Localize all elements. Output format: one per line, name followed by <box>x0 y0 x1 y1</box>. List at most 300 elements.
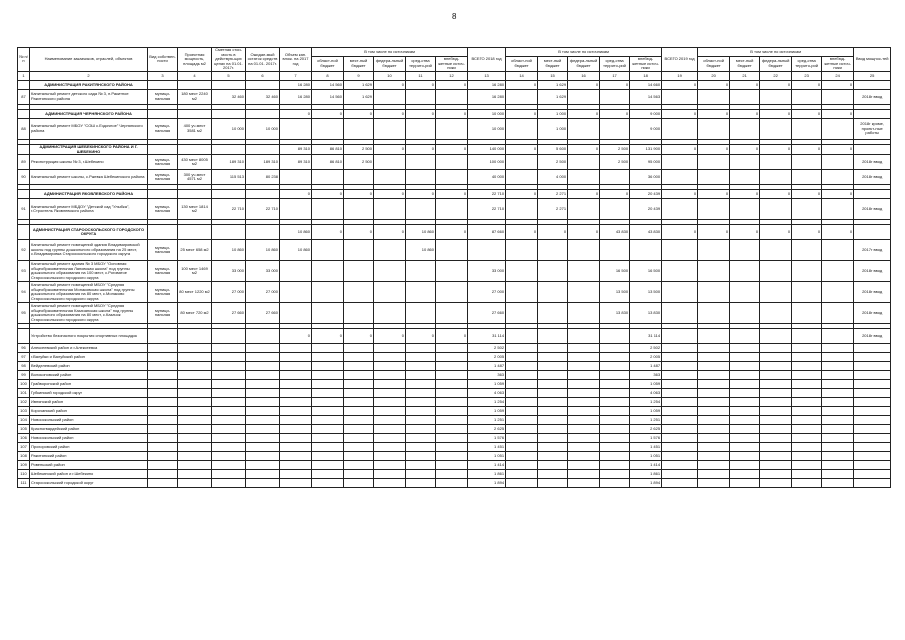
amount-cell <box>822 371 854 380</box>
amount-cell: 0 <box>792 225 822 240</box>
amount-cell <box>600 353 630 362</box>
amount-cell: 0 <box>436 190 468 199</box>
amount-cell <box>822 344 854 353</box>
amount-cell <box>760 434 792 443</box>
capacity: 80 мест 720 м2 <box>178 303 212 324</box>
amount-cell <box>568 170 600 185</box>
amount-cell: 20 439 <box>630 190 662 199</box>
amount-cell: 0 <box>436 144 468 154</box>
amount-cell <box>792 425 822 434</box>
amount-cell <box>374 199 406 220</box>
column-number: 5 <box>212 71 246 80</box>
amount-cell: 27 000 <box>212 282 246 303</box>
amount-cell: 40 000 <box>468 170 506 185</box>
amount-cell <box>662 416 698 425</box>
amount-cell <box>730 380 760 389</box>
amount-cell <box>374 344 406 353</box>
amount-cell <box>344 452 374 461</box>
amount-cell <box>212 461 246 470</box>
amount-cell <box>312 407 344 416</box>
ownership-type <box>148 380 178 389</box>
amount-cell <box>792 461 822 470</box>
org-name: АДМИНИСТРАЦИЯ ШЕБЕКИНСКОГО РАЙОНА И Г. ШЕБЕКИНО <box>30 144 148 154</box>
amount-cell <box>698 425 730 434</box>
amount-cell <box>312 389 344 398</box>
row-number: 97 <box>18 353 30 362</box>
amount-cell: 0 <box>698 190 730 199</box>
amount-cell <box>792 170 822 185</box>
amount-cell <box>792 240 822 261</box>
ownership-type <box>148 461 178 470</box>
row-number <box>18 144 30 154</box>
amount-cell <box>822 118 854 139</box>
amount-cell <box>600 371 630 380</box>
amount-cell <box>698 389 730 398</box>
amount-cell: 87 660 <box>468 225 506 240</box>
capacity <box>178 398 212 407</box>
capacity <box>178 470 212 479</box>
amount-cell: 27 660 <box>468 303 506 324</box>
amount-cell <box>374 89 406 104</box>
amount-cell <box>730 434 760 443</box>
amount-cell: 0 <box>600 190 630 199</box>
amount-cell <box>436 389 468 398</box>
object-name: Капитальный ремонт помещений здания Владимировской школы под группы дошкольного образования на 25 мест, с.Владимировка Старооскольского городского округа <box>30 240 148 261</box>
ownership-type <box>148 80 178 89</box>
amount-cell <box>538 443 568 452</box>
amount-cell <box>822 425 854 434</box>
amount-cell <box>600 452 630 461</box>
amount-cell <box>436 240 468 261</box>
amount-cell <box>822 416 854 425</box>
commission-note <box>854 461 891 470</box>
amount-cell <box>374 425 406 434</box>
amount-cell <box>212 225 246 240</box>
amount-cell <box>246 461 280 470</box>
amount-cell: 36 000 <box>630 170 662 185</box>
amount-cell <box>344 199 374 220</box>
amount-cell: 0 <box>568 225 600 240</box>
amount-cell <box>212 362 246 371</box>
column-number: 19 <box>662 71 698 80</box>
amount-cell <box>312 170 344 185</box>
amount-cell: 14 560 <box>312 80 344 89</box>
amount-cell: 86 810 <box>312 155 344 170</box>
amount-cell <box>312 371 344 380</box>
row-number: 95 <box>18 303 30 324</box>
amount-cell: 9 000 <box>630 118 662 139</box>
amount-cell <box>822 362 854 371</box>
commission-note <box>854 389 891 398</box>
column-number: 25 <box>854 71 891 80</box>
amount-cell <box>374 479 406 488</box>
amount-cell: 1 629 <box>344 80 374 89</box>
amount-cell: 0 <box>374 144 406 154</box>
object-name: Капитальный ремонт детского сада № 3, п.Ракитное Ракитянского района <box>30 89 148 104</box>
header-capacity: Проектная мощность, площадь м2 <box>178 48 212 72</box>
column-number: 8 <box>312 71 344 80</box>
column-number: 1 <box>18 71 30 80</box>
amount-cell <box>344 282 374 303</box>
amount-cell <box>246 425 280 434</box>
amount-cell <box>760 362 792 371</box>
column-number: 13 <box>468 71 506 80</box>
amount-cell: 0 <box>698 109 730 118</box>
amount-cell <box>822 89 854 104</box>
amount-cell <box>212 380 246 389</box>
amount-cell <box>538 353 568 362</box>
amount-cell <box>538 452 568 461</box>
amount-cell: 13 500 <box>600 282 630 303</box>
amount-cell <box>730 371 760 380</box>
column-number: 17 <box>600 71 630 80</box>
amount-cell <box>792 329 822 344</box>
table-row <box>18 407 891 416</box>
column-number: 14 <box>506 71 538 80</box>
row-number: 103 <box>18 407 30 416</box>
amount-cell <box>436 170 468 185</box>
amount-cell <box>698 461 730 470</box>
column-number: 18 <box>630 71 662 80</box>
commission-note: 2017г ввод <box>854 240 891 261</box>
row-number: 92 <box>18 240 30 261</box>
amount-cell <box>698 407 730 416</box>
amount-cell <box>662 425 698 434</box>
table-row <box>18 371 891 380</box>
amount-cell <box>822 282 854 303</box>
amount-cell <box>246 371 280 380</box>
amount-cell: 10 000 <box>468 109 506 118</box>
amount-cell <box>436 199 468 220</box>
amount-cell <box>246 353 280 362</box>
amount-cell: 100 000 <box>468 155 506 170</box>
amount-cell: 1 251 <box>630 416 662 425</box>
ownership-type <box>148 362 178 371</box>
object-name: Капитальный ремонт помещений МБОУ "Средняя общеобразовательная Казачанская школа" под группы дошкольного образования на 80 мест, с.Казачок Старооскольского городского округа <box>30 303 148 324</box>
table-row <box>18 118 891 139</box>
org-name: АДМИНИСТРАЦИЯ РАКИТЯНСКОГО РАЙОНА <box>30 80 148 89</box>
amount-cell <box>698 380 730 389</box>
amount-cell <box>600 389 630 398</box>
table-header <box>18 48 891 81</box>
amount-cell: 10 860 <box>212 240 246 261</box>
row-number <box>18 329 30 344</box>
amount-cell <box>822 155 854 170</box>
amount-cell: 0 <box>792 80 822 89</box>
amount-cell: 0 <box>436 80 468 89</box>
amount-cell: 0 <box>506 109 538 118</box>
amount-cell <box>792 389 822 398</box>
commission-note <box>854 380 891 389</box>
amount-cell <box>374 398 406 407</box>
amount-cell <box>374 240 406 261</box>
amount-cell <box>662 261 698 282</box>
amount-cell <box>212 80 246 89</box>
amount-cell <box>344 461 374 470</box>
amount-cell: 33 000 <box>468 261 506 282</box>
ownership-type <box>148 452 178 461</box>
commission-note <box>854 353 891 362</box>
amount-cell: 0 <box>538 225 568 240</box>
table-row <box>18 416 891 425</box>
amount-cell <box>436 282 468 303</box>
amount-cell: 1 414 <box>630 461 662 470</box>
amount-cell <box>600 344 630 353</box>
capacity <box>178 371 212 380</box>
amount-cell <box>662 303 698 324</box>
commission-note <box>854 425 891 434</box>
amount-cell <box>212 470 246 479</box>
header-regional-2019: област-ной бюджет <box>698 57 730 72</box>
amount-cell: 0 <box>792 109 822 118</box>
amount-cell <box>280 353 312 362</box>
amount-cell <box>506 389 538 398</box>
object-name: Капитальный ремонт здания № 3 МБОУ "Основная общеобразовательная Лаповская школа" под группы дошкольного образования на 100 мест, с.Роговатое Старооскольского городского округа <box>30 261 148 282</box>
commission-note: 2018г ввод <box>854 155 891 170</box>
amount-cell: 1 254 <box>468 398 506 407</box>
amount-cell: 0 <box>730 190 760 199</box>
amount-cell <box>312 118 344 139</box>
amount-cell: 16 280 <box>468 80 506 89</box>
amount-cell: 1 051 <box>468 452 506 461</box>
amount-cell <box>600 443 630 452</box>
amount-cell <box>730 362 760 371</box>
ownership-type <box>148 479 178 488</box>
amount-cell: 10 000 <box>212 118 246 139</box>
capacity <box>178 80 212 89</box>
amount-cell <box>246 443 280 452</box>
amount-cell <box>436 443 468 452</box>
row-number: 104 <box>18 416 30 425</box>
amount-cell <box>312 344 344 353</box>
amount-cell: 0 <box>792 144 822 154</box>
column-number: 11 <box>406 71 436 80</box>
amount-cell: 1 059 <box>468 407 506 416</box>
amount-cell <box>760 344 792 353</box>
amount-cell: 0 <box>662 109 698 118</box>
amount-cell <box>406 398 436 407</box>
amount-cell: 1 629 <box>538 80 568 89</box>
amount-cell <box>792 470 822 479</box>
amount-cell <box>792 452 822 461</box>
object-name: Капитальный ремонт школы, с.Ржевка Шебекинского района <box>30 170 148 185</box>
table-row <box>18 389 891 398</box>
ownership-type: муници-пальная <box>148 118 178 139</box>
amount-cell <box>698 282 730 303</box>
amount-cell <box>246 109 280 118</box>
table-row <box>18 362 891 371</box>
amount-cell <box>246 380 280 389</box>
amount-cell <box>698 199 730 220</box>
row-number: 87 <box>18 89 30 104</box>
amount-cell <box>568 371 600 380</box>
amount-cell: 2 500 <box>344 155 374 170</box>
amount-cell <box>374 303 406 324</box>
amount-cell <box>730 470 760 479</box>
object-name: Корочанский район <box>30 407 148 416</box>
amount-cell: 27 660 <box>246 303 280 324</box>
ownership-type <box>148 389 178 398</box>
amount-cell <box>730 199 760 220</box>
amount-cell <box>246 80 280 89</box>
row-number: 106 <box>18 434 30 443</box>
object-name: Грайворонский район <box>30 380 148 389</box>
column-number: 7 <box>280 71 312 80</box>
column-number: 20 <box>698 71 730 80</box>
amount-cell <box>568 155 600 170</box>
column-number: 9 <box>344 71 374 80</box>
column-number: 6 <box>246 71 280 80</box>
amount-cell: 1 414 <box>468 461 506 470</box>
amount-cell <box>662 362 698 371</box>
amount-cell: 0 <box>344 329 374 344</box>
header-total-2019: ВСЕГО 2019 год <box>662 48 698 72</box>
amount-cell: 2 500 <box>600 155 630 170</box>
amount-cell <box>698 362 730 371</box>
row-number: 89 <box>18 155 30 170</box>
header-group-2018: В том числе по источникам <box>506 48 662 57</box>
amount-cell: 80 238 <box>246 170 280 185</box>
amount-cell <box>822 479 854 488</box>
amount-cell <box>792 479 822 488</box>
amount-cell <box>822 389 854 398</box>
amount-cell <box>760 282 792 303</box>
org-row <box>18 190 891 199</box>
amount-cell <box>280 416 312 425</box>
header-regional-2018: област-ной бюджет <box>506 57 538 72</box>
amount-cell <box>730 89 760 104</box>
object-name: Новооскольский район <box>30 434 148 443</box>
amount-cell <box>822 170 854 185</box>
ownership-type: муници-пальная <box>148 261 178 282</box>
org-row <box>18 80 891 89</box>
commission-note <box>854 362 891 371</box>
amount-cell: 0 <box>760 109 792 118</box>
ownership-type <box>148 425 178 434</box>
table-row <box>18 443 891 452</box>
row-number: 88 <box>18 118 30 139</box>
amount-cell: 0 <box>406 109 436 118</box>
commission-note <box>854 416 891 425</box>
amount-cell <box>698 470 730 479</box>
column-number: 4 <box>178 71 212 80</box>
table-row <box>18 89 891 104</box>
ownership-type: муници-пальная <box>148 155 178 170</box>
amount-cell: 9 000 <box>630 109 662 118</box>
header-federal-2018: федера-льный бюджет <box>568 57 600 72</box>
amount-cell <box>344 353 374 362</box>
commission-note <box>854 144 891 154</box>
amount-cell <box>730 398 760 407</box>
amount-cell <box>344 240 374 261</box>
amount-cell: 33 000 <box>246 261 280 282</box>
amount-cell: 0 <box>568 190 600 199</box>
amount-cell <box>406 461 436 470</box>
header-ownership: Вид собствен-ности <box>148 48 178 72</box>
amount-cell <box>506 425 538 434</box>
amount-cell <box>538 434 568 443</box>
capacity <box>178 389 212 398</box>
amount-cell: 363 <box>630 371 662 380</box>
amount-cell <box>568 282 600 303</box>
amount-cell <box>246 452 280 461</box>
amount-cell <box>662 461 698 470</box>
amount-cell <box>344 389 374 398</box>
amount-cell <box>436 452 468 461</box>
amount-cell <box>506 118 538 139</box>
amount-cell: 27 000 <box>246 282 280 303</box>
amount-cell <box>698 303 730 324</box>
amount-cell <box>506 461 538 470</box>
amount-cell: 16 500 <box>600 261 630 282</box>
amount-cell <box>246 362 280 371</box>
org-name: АДМИНИСТРАЦИЯ ЧЕРНЯНСКОГО РАЙОНА <box>30 109 148 118</box>
table-row <box>18 303 891 324</box>
page-number: 8 <box>452 12 457 21</box>
amount-cell <box>568 380 600 389</box>
amount-cell <box>374 470 406 479</box>
ownership-type: муници-пальная <box>148 240 178 261</box>
amount-cell <box>538 389 568 398</box>
ownership-type <box>148 190 178 199</box>
amount-cell: 0 <box>730 225 760 240</box>
amount-cell <box>600 479 630 488</box>
column-number: 12 <box>436 71 468 80</box>
table-row <box>18 282 891 303</box>
amount-cell <box>568 362 600 371</box>
amount-cell <box>822 353 854 362</box>
amount-cell: 16 500 <box>630 261 662 282</box>
amount-cell: 0 <box>406 329 436 344</box>
amount-cell <box>792 407 822 416</box>
amount-cell <box>344 344 374 353</box>
column-number: 24 <box>822 71 854 80</box>
amount-cell <box>312 470 344 479</box>
ownership-type <box>148 416 178 425</box>
amount-cell <box>698 329 730 344</box>
object-name: г.Валуйки и Валуйский район <box>30 353 148 362</box>
amount-cell <box>568 118 600 139</box>
amount-cell: 16 280 <box>280 80 312 89</box>
commission-note: 2018г ввод <box>854 89 891 104</box>
row-number: 109 <box>18 461 30 470</box>
object-name: Шебекинский район и г.Шебекино <box>30 470 148 479</box>
amount-cell <box>822 398 854 407</box>
header-total-2018: ВСЕГО 2018 год <box>468 48 506 72</box>
amount-cell <box>280 371 312 380</box>
amount-cell <box>662 479 698 488</box>
amount-cell <box>436 118 468 139</box>
amount-cell <box>760 452 792 461</box>
amount-cell <box>662 199 698 220</box>
amount-cell: 0 <box>760 144 792 154</box>
amount-cell <box>406 416 436 425</box>
capacity <box>178 144 212 154</box>
capacity <box>178 461 212 470</box>
amount-cell <box>600 118 630 139</box>
amount-cell <box>246 398 280 407</box>
amount-cell <box>212 425 246 434</box>
amount-cell: 0 <box>662 144 698 154</box>
row-number: 93 <box>18 261 30 282</box>
amount-cell: 2 500 <box>538 155 568 170</box>
header-extra-2017: внебюд-жетные источ-ники <box>436 57 468 72</box>
amount-cell <box>406 155 436 170</box>
commission-note <box>854 443 891 452</box>
table-row <box>18 470 891 479</box>
amount-cell <box>698 452 730 461</box>
amount-cell <box>792 118 822 139</box>
